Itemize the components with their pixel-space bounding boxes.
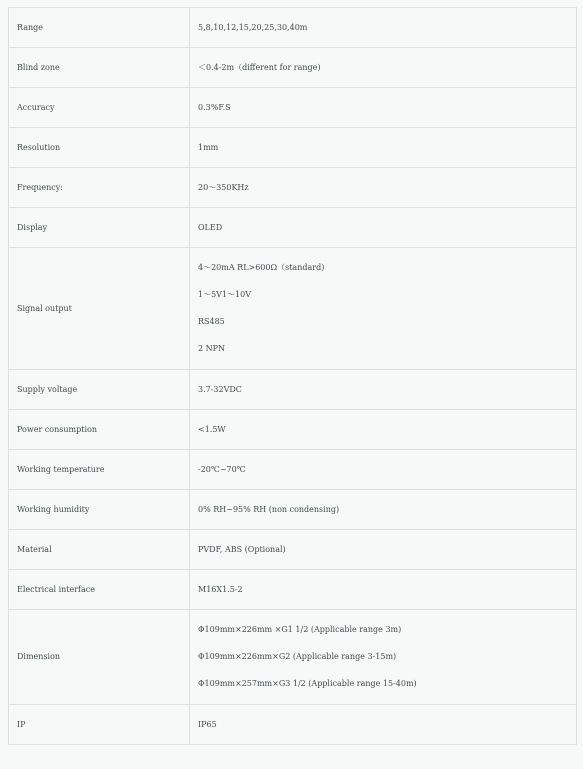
specifications-table [8, 7, 577, 745]
spec-value [190, 208, 577, 248]
spec-row-blind-zone [9, 48, 577, 88]
spec-value-line: <1.5W [198, 424, 226, 434]
spec-value-line: 3.7-32VDC [198, 384, 242, 394]
spec-row-signal-output [9, 248, 577, 370]
spec-label: Working humidity [9, 490, 190, 530]
spec-label: Working temperature [9, 450, 190, 490]
spec-row-power-consumption [9, 410, 577, 450]
spec-row-display [9, 208, 577, 248]
spec-label: Frequency: [9, 168, 190, 208]
spec-label: Resolution [9, 128, 190, 168]
spec-label: Display [9, 208, 190, 248]
spec-value-line: Φ109mm×226mm ×G1 1/2 (Applicable range 3m) [198, 625, 402, 634]
spec-value [190, 88, 577, 128]
spec-value [190, 48, 577, 88]
spec-value-line: RS485 [198, 317, 225, 326]
spec-value [190, 168, 577, 208]
spec-row-material [9, 530, 577, 570]
spec-value-line: M16X1.5-2 [198, 584, 243, 594]
spec-value-line: ＜0.4-2m（different for range) [198, 62, 321, 72]
spec-row-resolution [9, 128, 577, 168]
spec-row-frequency [9, 168, 577, 208]
spec-value-line: 5,8,10,12,15,20,25,30,40m [198, 22, 308, 32]
spec-label: Range [9, 8, 190, 48]
spec-label: Dimension [9, 610, 190, 705]
spec-value [190, 410, 577, 450]
spec-value-line: IP65 [198, 719, 217, 729]
spec-value [190, 705, 577, 745]
spec-label: Electrical interface [9, 570, 190, 610]
spec-row-working-humidity [9, 490, 577, 530]
spec-value [190, 450, 577, 490]
spec-value-line: 4～20mA RL>600Ω（standard) [198, 263, 325, 272]
spec-value [190, 128, 577, 168]
spec-value-line: 1mm [198, 142, 219, 152]
spec-row-electrical-interface [9, 570, 577, 610]
spec-value [190, 8, 577, 48]
spec-value [190, 370, 577, 410]
spec-value [190, 610, 577, 705]
spec-value-line: OLED [198, 222, 223, 232]
spec-value-line: 0% RH~95% RH (non condensing) [198, 504, 340, 514]
spec-label: IP [9, 705, 190, 745]
spec-value-line: Φ109mm×257mm×G3 1/2 (Applicable range 15-40m) [198, 679, 417, 688]
spec-row-range [9, 8, 577, 48]
spec-value-line: Φ109mm×226mm×G2 (Applicable range 3-15m) [198, 652, 397, 661]
spec-label: Material [9, 530, 190, 570]
spec-value-line: 0.3%F.S [198, 102, 231, 112]
spec-row-working-temperature [9, 450, 577, 490]
spec-row-accuracy [9, 88, 577, 128]
spec-label: Accuracy [9, 88, 190, 128]
spec-row-ip [9, 705, 577, 745]
spec-value-line: 1～5V1～10V [198, 290, 252, 299]
spec-row-dimension [9, 610, 577, 705]
spec-label: Supply voltage [9, 370, 190, 410]
spec-label: Signal output [9, 248, 190, 370]
spec-value-line: 20～350KHz [198, 182, 249, 192]
spec-value [190, 570, 577, 610]
spec-value [190, 530, 577, 570]
spec-value-line: -20℃~70℃ [198, 464, 246, 474]
spec-value-line: PVDF, ABS (Optional) [198, 544, 286, 554]
spec-row-supply-voltage [9, 370, 577, 410]
spec-value-line: 2 NPN [198, 344, 226, 353]
spec-label: Power consumption [9, 410, 190, 450]
spec-value [190, 490, 577, 530]
spec-value [190, 248, 577, 370]
spec-label: Blind zone [9, 48, 190, 88]
